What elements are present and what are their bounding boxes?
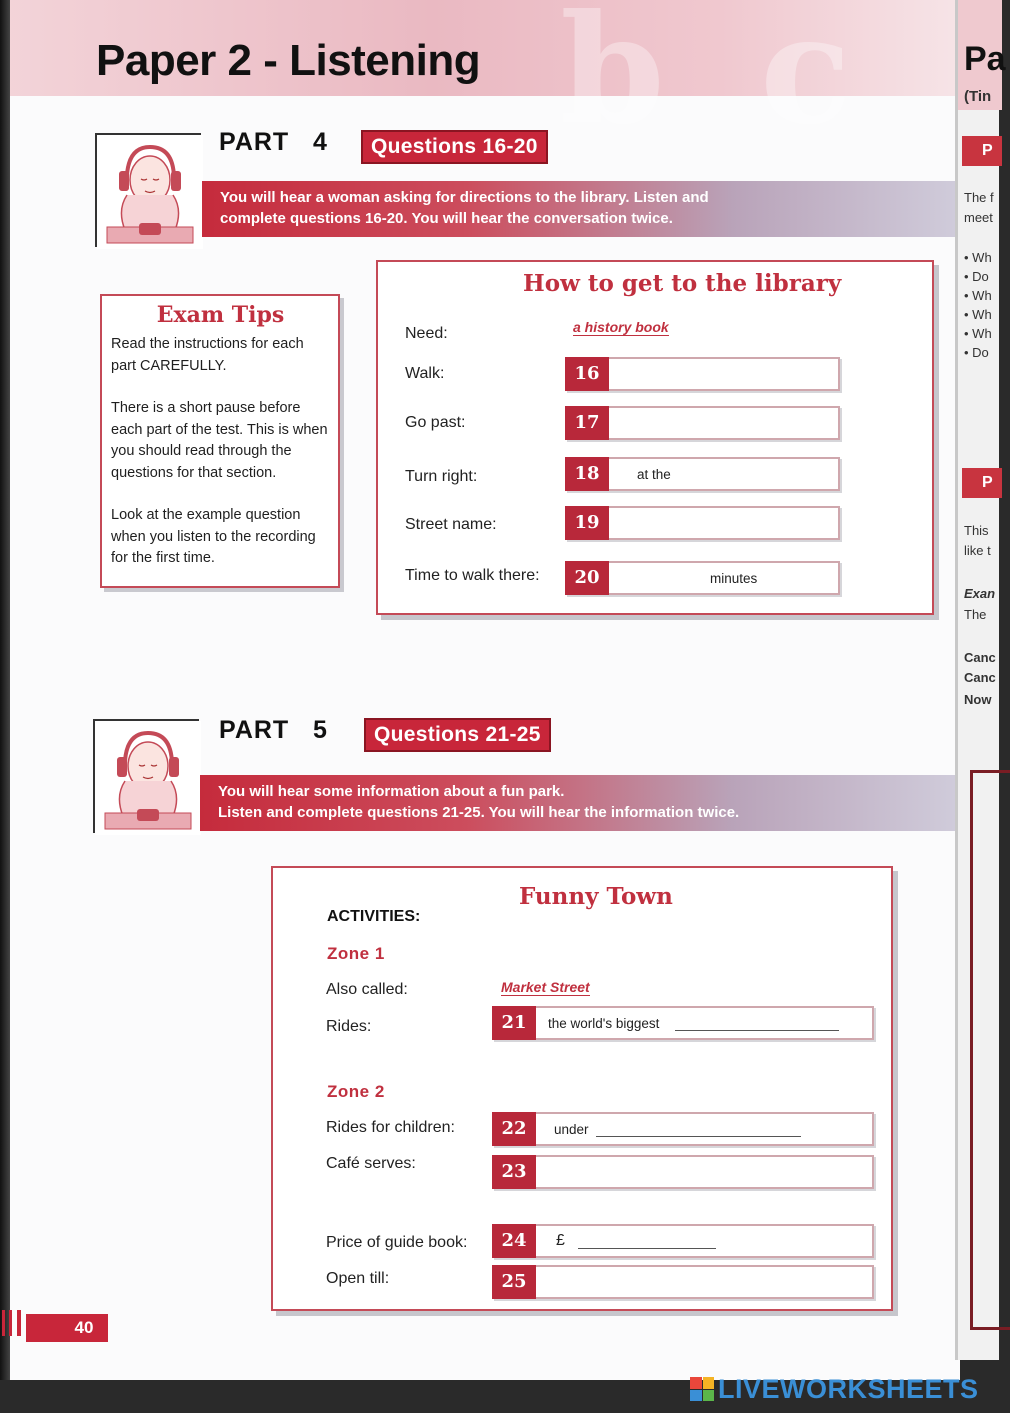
time-to-walk-label: Time to walk there: xyxy=(405,567,540,584)
question-number-20: 20 xyxy=(565,561,609,595)
next-page-badge-2: P xyxy=(962,468,1002,498)
listening-illustration-part5 xyxy=(93,719,199,833)
street-name-label: Street name: xyxy=(405,516,497,533)
next-page-bullet: • Do xyxy=(964,345,989,360)
next-page-text-3: This xyxy=(964,523,989,538)
part5-questions-badge: Questions 21-25 xyxy=(364,718,551,752)
answer-20-input[interactable] xyxy=(565,561,840,595)
decorative-letter-c: c xyxy=(760,0,852,158)
open-till-label: Open till: xyxy=(326,1270,390,1287)
liveworksheets-text: LIVEWORKSHEETS xyxy=(718,1373,979,1404)
cafe-serves-label: Café serves: xyxy=(326,1155,416,1172)
decorative-letter-b: b xyxy=(560,0,665,158)
page-number: 40 xyxy=(60,1314,108,1342)
liveworksheets-watermark xyxy=(690,1372,979,1406)
next-page-text-5: Exan xyxy=(964,586,996,601)
part4-label: PART 4 xyxy=(219,128,328,156)
question-number-25: 25 xyxy=(492,1265,536,1299)
question-number-24: 24 xyxy=(492,1224,536,1258)
listening-illustration-part4 xyxy=(95,133,201,247)
girl-with-headphones-icon xyxy=(95,721,201,835)
exam-tip-1: Read the instructions for each part CAREFULLY. xyxy=(111,336,304,374)
question-number-16: 16 xyxy=(565,357,609,391)
answer-22-line xyxy=(596,1136,801,1137)
rides-label: Rides: xyxy=(326,1018,372,1035)
answer-17-input[interactable] xyxy=(565,406,840,440)
book-spine xyxy=(0,0,10,1380)
next-page-text-9: Now xyxy=(964,692,992,707)
next-page-subtitle: (Tin xyxy=(964,88,992,105)
next-page-bullet: • Wh xyxy=(964,307,992,322)
part5-label: PART 5 xyxy=(219,716,328,744)
girl-with-headphones-icon xyxy=(97,135,203,249)
answer-23-input[interactable] xyxy=(492,1155,874,1189)
exam-tips-box xyxy=(100,294,340,588)
next-page-text-7: Canc xyxy=(964,650,996,665)
also-called-label: Also called: xyxy=(326,981,408,998)
next-page-text-1: The f xyxy=(964,190,994,205)
answer-24-input[interactable] xyxy=(492,1224,874,1258)
turn-right-label: Turn right: xyxy=(405,468,478,485)
next-page-box xyxy=(970,770,1010,1330)
next-page-text-6: The xyxy=(964,607,987,622)
part4-instructions: You will hear a woman asking for directions to the library. Listen and complete questions 16-20. You will hear the conversation twice. xyxy=(202,181,960,237)
library-form-title: How to get to the library xyxy=(523,270,842,297)
price-of-guide-book-label: Price of guide book: xyxy=(326,1234,468,1251)
next-page-text-2: meet xyxy=(964,210,993,225)
exam-tip-2: There is a short pause before each part of the test. This is when you should read through the questions for that section. xyxy=(111,400,328,481)
answer-22-prefix: under xyxy=(554,1122,589,1137)
next-page-bullet: • Wh xyxy=(964,250,992,265)
also-called-example-answer: Market Street xyxy=(501,979,590,995)
answer-24-prefix: £ xyxy=(556,1232,565,1249)
rides-for-children-label: Rides for children: xyxy=(326,1119,455,1136)
question-number-22: 22 xyxy=(492,1112,536,1146)
answer-21-prefix: the world's biggest xyxy=(548,1016,660,1031)
next-page-bullet: • Wh xyxy=(964,288,992,303)
walk-label: Walk: xyxy=(405,365,445,382)
zone-2-heading: Zone 2 xyxy=(327,1082,385,1101)
answer-21-input[interactable] xyxy=(492,1006,874,1040)
question-number-21: 21 xyxy=(492,1006,536,1040)
funny-town-title: Funny Town xyxy=(519,883,673,910)
exam-tip-3: Look at the example question when you listen to the recording for the first time. xyxy=(111,507,316,566)
question-number-23: 23 xyxy=(492,1155,536,1189)
answer-25-input[interactable] xyxy=(492,1265,874,1299)
need-label: Need: xyxy=(405,325,448,342)
go-past-label: Go past: xyxy=(405,414,466,431)
need-example-answer: a history book xyxy=(573,319,669,335)
answer-21-line xyxy=(675,1030,839,1031)
part4-questions-badge: Questions 16-20 xyxy=(361,130,548,164)
answer-19-input[interactable] xyxy=(565,506,840,540)
answer-16-input[interactable] xyxy=(565,357,840,391)
liveworksheets-logo-icon xyxy=(690,1377,714,1401)
activities-label: ACTIVITIES: xyxy=(327,908,421,925)
next-page-text-4: like t xyxy=(964,543,991,558)
next-page-badge-1: P xyxy=(962,136,1002,166)
next-page-edge xyxy=(955,0,1006,1360)
answer-18-input[interactable] xyxy=(565,457,840,491)
page-title: Paper 2 - Listening xyxy=(96,36,481,85)
next-page-text-8: Canc xyxy=(964,670,996,685)
question-number-18: 18 xyxy=(565,457,609,491)
next-page-bullet: • Wh xyxy=(964,326,992,341)
part5-instructions: You will hear some information about a fun park. Listen and complete questions 21-25. You will hear the information twice. xyxy=(200,775,960,831)
answer-18-prefix: at the xyxy=(637,467,671,482)
question-number-19: 19 xyxy=(565,506,609,540)
answer-24-line xyxy=(578,1248,716,1249)
next-page-bullet: • Do xyxy=(964,269,989,284)
zone-1-heading: Zone 1 xyxy=(327,944,385,963)
question-number-17: 17 xyxy=(565,406,609,440)
library-directions-form xyxy=(376,260,934,615)
answer-22-input[interactable] xyxy=(492,1112,874,1146)
answer-20-suffix: minutes xyxy=(710,571,758,586)
next-page-title: Pa xyxy=(964,40,1006,78)
exam-tips-title: Exam Tips xyxy=(156,302,285,328)
funny-town-form xyxy=(271,866,893,1311)
